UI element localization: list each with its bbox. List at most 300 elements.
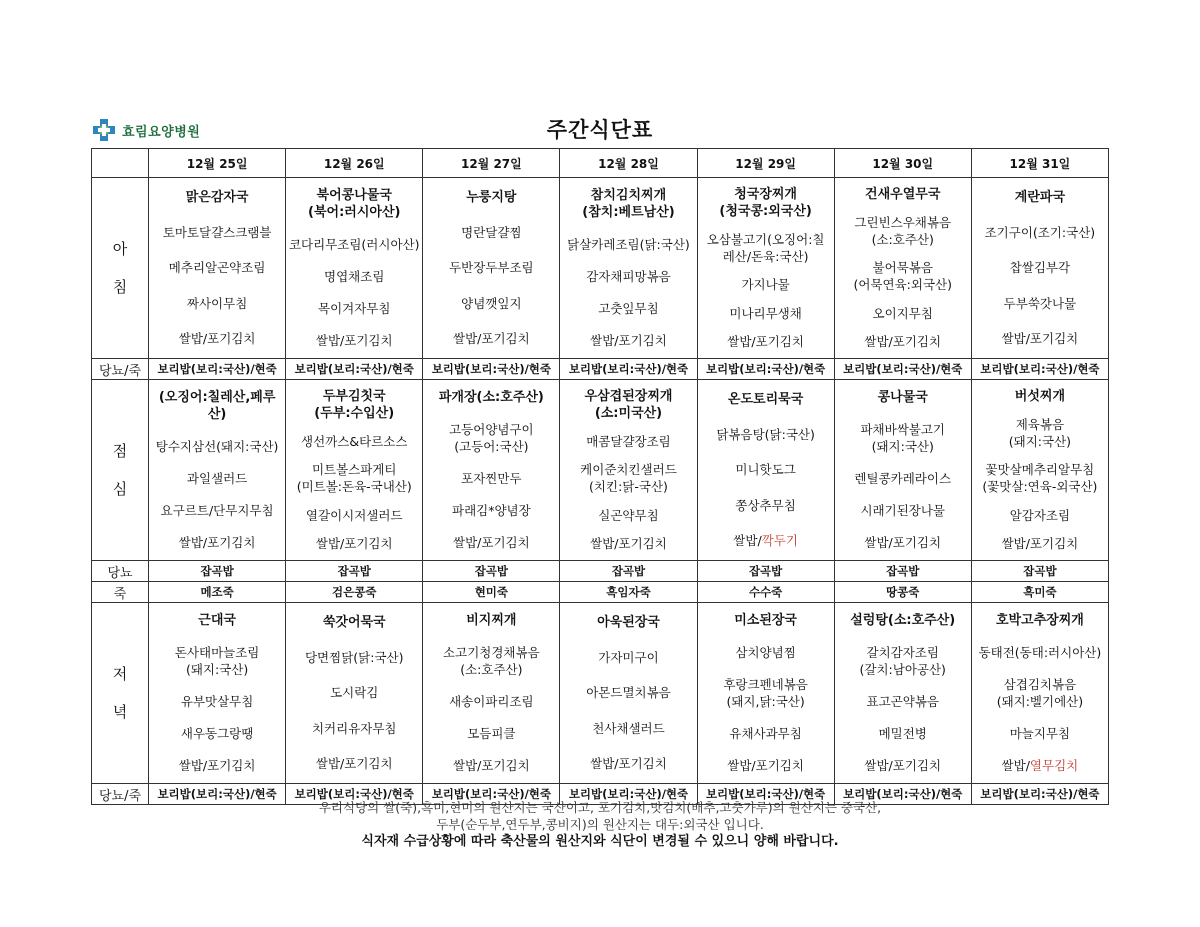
main-dish-line: 누룽지탕 <box>466 190 517 206</box>
side-dish <box>169 259 266 276</box>
main-dish-line: (청국콩:외국산) <box>719 203 812 219</box>
diet-cell: 잡곡밥 <box>560 561 697 582</box>
side-dish-line: (치킨:닭-국산) <box>589 479 668 495</box>
corner-cell <box>92 149 149 178</box>
side-dish <box>735 497 795 514</box>
origin-notes <box>0 799 1200 850</box>
side-dish-line: (꽃맛살:연육-외국산) <box>982 479 1098 495</box>
side-dish <box>733 532 798 549</box>
side-dish <box>187 470 247 487</box>
side-dish <box>592 720 664 737</box>
side-dish-line: 쫑상추무침 <box>735 497 796 513</box>
side-dish-line: 그린빈스우채볶음 <box>854 215 952 231</box>
date-header: 12월 29일 <box>697 149 834 178</box>
side-dish-line: 쌀밥/포기김치 <box>590 332 667 348</box>
side-dish <box>443 644 540 678</box>
main-dish <box>466 189 516 206</box>
main-dish-line: 아욱된장국 <box>597 615 660 631</box>
date-header-row <box>92 149 1109 178</box>
side-dish <box>179 757 256 774</box>
side-dish <box>590 535 667 552</box>
side-dish <box>318 300 390 317</box>
side-dish <box>330 684 378 701</box>
side-dish <box>854 214 951 248</box>
diet-cell: 흑임자죽 <box>560 582 697 603</box>
menu-cell <box>971 603 1108 784</box>
side-dish <box>156 438 279 455</box>
side-dish <box>163 224 272 241</box>
menu-cell <box>971 380 1108 561</box>
side-dish-line: 조기구이(조기:국산) <box>984 225 1096 241</box>
diet-cell: 메조죽 <box>149 582 286 603</box>
main-dish-line: (두부:수입산) <box>314 405 395 421</box>
side-dish <box>1010 725 1070 742</box>
side-dish-line: (돼지,닭:국산) <box>726 693 805 709</box>
menu-cell <box>697 603 834 784</box>
side-dish <box>1009 416 1071 450</box>
side-dish-line: 천사채샐러드 <box>592 720 665 736</box>
side-dish-line: 동태전(동태:러시아산) <box>978 645 1102 661</box>
side-dish-line: 감자채피망볶음 <box>586 268 671 284</box>
main-dish-line: 미소된장국 <box>734 613 797 629</box>
side-dish <box>316 755 393 772</box>
diet-cell: 잡곡밥 <box>697 561 834 582</box>
side-dish-line: 케이준치킨샐러드 <box>580 462 677 478</box>
main-dish <box>728 391 803 408</box>
main-dish <box>314 388 394 422</box>
side-dish <box>161 502 274 519</box>
side-dish-line: 목이겨자무침 <box>318 300 391 316</box>
side-dish <box>729 725 801 742</box>
side-dish-line: 두반장두부조림 <box>449 260 534 276</box>
side-dish <box>854 470 951 487</box>
side-dish <box>853 259 952 293</box>
side-dish-line: 가자미구이 <box>598 650 659 666</box>
side-dish <box>741 276 789 293</box>
side-dish-line: (돼지:국산) <box>1008 434 1072 450</box>
main-dish-line: 청국장찌개 <box>734 186 797 202</box>
side-dish-line: 쌀밥/포기김치 <box>315 536 393 552</box>
diet-cell: 잡곡밥 <box>149 561 286 582</box>
side-dish-line: 쌀밥/포기김치 <box>590 536 667 552</box>
side-dish-line: (돼지:국산) <box>185 662 249 678</box>
main-dish-line: 비지찌개 <box>466 613 517 629</box>
diet-cell: 보리밥(보리:국산)/현죽 <box>697 359 834 380</box>
breakfast-row <box>92 178 1109 359</box>
side-dish <box>461 295 521 312</box>
side-dish <box>453 534 530 551</box>
main-dish <box>850 612 955 629</box>
side-dish-line: (어묵연육:외국산) <box>853 277 952 293</box>
side-dish <box>179 330 256 347</box>
side-dish-line: 쌀밥/포기김치 <box>178 757 256 773</box>
main-dish <box>439 389 544 406</box>
side-dish-line: 짜사이무침 <box>186 295 248 311</box>
side-dish-line: 제육볶음 <box>1015 417 1065 433</box>
change-notice: 식자재 수급상황에 따라 축산물의 원산지와 식단이 변경될 수 있으니 양해 바랍니다. <box>361 834 839 849</box>
side-dish-line: 포자찐만두 <box>461 470 522 486</box>
main-dish <box>323 614 386 631</box>
side-dish <box>864 534 941 551</box>
side-dish <box>997 676 1083 710</box>
side-dish <box>982 461 1097 495</box>
side-dish-line: 갈치감자조림 <box>866 645 939 661</box>
side-dish-line: 쌀밥/포기김치 <box>864 334 942 350</box>
side-dish <box>590 755 667 772</box>
side-dish-line: 도시락김 <box>330 685 379 701</box>
side-dish <box>586 433 671 450</box>
main-dish <box>308 187 400 221</box>
side-dish-line: 쌀밥/포기김치 <box>315 332 393 348</box>
menu-cell <box>560 380 697 561</box>
side-dish-line: 쌀밥/깍두기 <box>733 532 798 548</box>
main-dish-line: 계란파국 <box>1014 190 1066 206</box>
side-dish <box>598 507 658 524</box>
side-dish <box>727 333 804 350</box>
side-dish <box>860 644 946 678</box>
side-dish <box>985 224 1096 241</box>
meal-label-breakfast: 아 침 <box>92 178 149 359</box>
side-dish-line: 닭볶음탕(닭:국산) <box>716 427 815 443</box>
side-dish <box>879 725 927 742</box>
side-dish-line: 매콤달걀장조림 <box>586 434 671 450</box>
menu-cell <box>834 380 971 561</box>
lunch-diabetes-row <box>92 561 1109 582</box>
date-header: 12월 30일 <box>834 149 971 178</box>
side-dish <box>735 461 795 478</box>
diet-cell: 보리밥(보리:국산)/현죽 <box>560 784 697 805</box>
diet-cell: 보리밥(보리:국산)/현죽 <box>286 359 423 380</box>
diet-cell: 보리밥(보리:국산)/현죽 <box>834 359 971 380</box>
side-dish-line: 소고기청경채볶음 <box>443 645 540 661</box>
side-dish-line: 유채사과무침 <box>729 725 802 741</box>
side-dish <box>860 502 945 519</box>
menu-cell <box>971 178 1108 359</box>
side-dish <box>860 421 945 455</box>
main-dish-line: 설렁탕(소:호주산) <box>850 613 956 629</box>
side-dish <box>301 433 407 450</box>
side-dish-line: 오삼불고기(오징어:칠 <box>706 232 825 248</box>
diet-cell: 보리밥(보리:국산)/현죽 <box>560 359 697 380</box>
side-dish-line: 메추리알곤약조림 <box>168 260 266 276</box>
menu-cell <box>286 178 423 359</box>
diet-cell: 땅콩죽 <box>834 582 971 603</box>
main-dish-line: 참치김치찌개 <box>590 188 667 204</box>
main-dish-line: (참치:베트남산) <box>582 205 675 221</box>
side-dish-line: 시래기된장나물 <box>860 502 945 518</box>
diet-cell: 검은콩죽 <box>286 582 423 603</box>
main-dish <box>159 389 276 423</box>
side-dish <box>723 676 808 710</box>
main-dish-line: 두부김칫국 <box>322 388 386 404</box>
side-dish-line: 쌀밥/포기김치 <box>178 330 256 346</box>
main-dish <box>582 187 674 221</box>
side-dish <box>873 305 933 322</box>
side-dish-line: 코다리무조림(러시아산) <box>288 237 420 253</box>
side-dish-line: 마늘지무침 <box>1009 725 1071 741</box>
side-dish-line: 치커리유자무침 <box>311 720 397 736</box>
side-dish-line: 요구르트/단무지무침 <box>160 502 274 518</box>
side-dish <box>289 236 420 253</box>
weekly-menu-table <box>91 148 1109 805</box>
side-dish <box>1004 295 1076 312</box>
date-header: 12월 26일 <box>286 149 423 178</box>
diet-cell: 보리밥(보리:국산)/현죽 <box>971 784 1108 805</box>
side-dish <box>1010 259 1070 276</box>
side-dish <box>181 693 253 710</box>
side-dish-line: 새송이파리조림 <box>449 693 534 709</box>
side-dish-line: 두부쑥갓나물 <box>1003 295 1077 311</box>
diet-cell: 잡곡밥 <box>834 561 971 582</box>
diet-cell: 잡곡밥 <box>286 561 423 582</box>
side-dish <box>187 295 247 312</box>
side-dish <box>449 693 534 710</box>
menu-cell <box>423 178 560 359</box>
side-dish-line: 꽃맛살메추리알무침 <box>985 462 1095 478</box>
menu-cell <box>834 178 971 359</box>
side-dish-line: 쌀밥/포기김치 <box>727 757 804 773</box>
side-dish-line: 닭살카레조림(닭:국산) <box>567 237 690 253</box>
side-dish-line: 쌀밥/포기김치 <box>864 757 942 773</box>
side-dish-line: 명란달걀찜 <box>461 225 522 241</box>
diet-cell: 흑미죽 <box>971 582 1108 603</box>
main-dish-line: 북어콩나물국 <box>316 188 392 204</box>
side-dish <box>729 305 801 322</box>
side-dish-line: 실곤약무침 <box>598 507 659 523</box>
side-dish-line: (소:호주산) <box>460 662 523 678</box>
side-dish <box>316 535 393 552</box>
side-dish <box>181 725 253 742</box>
side-dish <box>598 649 658 666</box>
side-dish-line: 아몬드멸치볶음 <box>586 685 671 701</box>
side-dish-line: 오이지무침 <box>872 305 933 321</box>
side-dish <box>1002 535 1079 552</box>
side-dish <box>727 757 804 774</box>
main-dish-line: 맑은감자국 <box>185 190 249 206</box>
side-dish <box>175 644 260 678</box>
date-header: 12월 25일 <box>149 149 286 178</box>
side-dish-line: (돼지:국산) <box>871 439 934 455</box>
main-dish-line: 콩나물국 <box>877 390 928 406</box>
diet-cell: 보리밥(보리:국산)/현죽 <box>149 784 286 805</box>
side-dish-line: 쌀밥/포기김치 <box>453 330 530 346</box>
menu-cell <box>149 178 286 359</box>
lunch-porridge-row <box>92 582 1109 603</box>
menu-cell <box>149 603 286 784</box>
side-dish-line: 쌀밥/포기김치 <box>453 534 530 550</box>
main-dish <box>734 612 797 629</box>
side-dish <box>707 231 825 265</box>
side-dish-line: 쌀밥/열무김치 <box>1001 757 1079 773</box>
side-dish <box>306 507 403 524</box>
side-dish-line: (고등어:국산) <box>454 439 529 455</box>
main-dish <box>1015 388 1065 405</box>
side-dish-line: 알감자조림 <box>1009 507 1071 523</box>
side-dish <box>735 644 795 661</box>
side-dish-line: (미트볼:돈육-국내산) <box>296 479 412 495</box>
main-dish-line: 호박고추장찌개 <box>995 613 1084 629</box>
side-dish <box>179 534 256 551</box>
side-dish-line: 불어묵볶음 <box>872 260 933 276</box>
diet-label: 당뇨/죽 <box>92 784 149 805</box>
origin-note-line: 우리식당의 쌀(죽),흑미,현미의 원산지는 국산이고, 포기김치,맛김치(배추,고춧가루)의 원산지는 중국산, <box>318 800 882 815</box>
breakfast-diet-row <box>92 359 1109 380</box>
side-dish <box>1010 507 1070 524</box>
side-dish <box>586 268 671 285</box>
side-dish <box>453 330 530 347</box>
side-dish <box>864 333 941 350</box>
main-dish <box>878 389 928 406</box>
side-dish <box>449 259 534 276</box>
side-dish-line: 열갈이시저샐러드 <box>305 507 403 523</box>
side-dish-line: 표고곤약볶음 <box>866 693 939 709</box>
diet-cell: 현미죽 <box>423 582 560 603</box>
side-dish-line: (갈치:남아공산) <box>859 662 946 678</box>
side-dish <box>1002 330 1079 347</box>
main-dish <box>597 614 660 631</box>
main-dish <box>198 612 236 629</box>
side-dish-line: 유부맛살무침 <box>180 693 254 709</box>
side-dish-line: 쌀밥/포기김치 <box>453 757 530 773</box>
diet-cell: 보리밥(보리:국산)/현죽 <box>423 359 560 380</box>
main-dish <box>1015 189 1065 206</box>
menu-cell <box>697 178 834 359</box>
side-dish-line: 찹쌀김부각 <box>1009 260 1071 276</box>
side-dish <box>312 720 397 737</box>
side-dish <box>586 684 671 701</box>
dinner-row <box>92 603 1109 784</box>
main-dish <box>186 189 249 206</box>
main-dish-line: (오징어:칠레산,페루 <box>158 390 276 406</box>
diet-cell: 보리밥(보리:국산)/현죽 <box>971 359 1108 380</box>
side-dish-line: (소:호주산) <box>871 232 934 248</box>
menu-cell <box>560 178 697 359</box>
hospital-name: 효림요양병원 <box>122 124 201 140</box>
menu-cell <box>423 603 560 784</box>
diet-cell: 잡곡밥 <box>423 561 560 582</box>
side-dish <box>324 268 384 285</box>
main-dish <box>865 186 940 203</box>
main-dish <box>719 186 811 220</box>
side-dish-line: 파래김*양념장 <box>452 502 531 518</box>
side-dish <box>297 461 412 495</box>
side-dish-line: 쌀밥/포기김치 <box>178 534 256 550</box>
menu-cell <box>834 603 971 784</box>
diet-cell: 보리밥(보리:국산)/현죽 <box>423 784 560 805</box>
side-dish-line: 레산/돈육:국산) <box>722 249 809 265</box>
side-dish-line: 쌀밥/포기김치 <box>590 755 667 771</box>
diet-cell: 수수죽 <box>697 582 834 603</box>
side-dish-line: 파채바싹불고기 <box>860 422 945 438</box>
main-dish-line: 우삼겹된장찌개 <box>584 388 673 404</box>
main-dish-line: 파개장(소:호주산) <box>438 390 544 406</box>
meal-label-lunch: 점 심 <box>92 380 149 561</box>
main-dish-line: (북어:러시아산) <box>308 205 401 221</box>
side-dish-line: 과일샐러드 <box>186 470 248 486</box>
side-dish-line: 양념깻잎지 <box>461 295 522 311</box>
side-dish-line: 명엽채조림 <box>324 268 385 284</box>
side-dish <box>452 502 531 519</box>
side-dish <box>864 757 941 774</box>
side-dish-line: 메밀전병 <box>878 725 927 741</box>
side-dish-line: 새우동그랑땡 <box>180 725 254 741</box>
menu-cell <box>423 380 560 561</box>
main-dish <box>466 612 516 629</box>
date-header: 12월 27일 <box>423 149 560 178</box>
side-dish-line: 당면찜닭(닭:국산) <box>304 650 404 666</box>
side-dish <box>461 470 521 487</box>
side-dish-line: 쌀밥/포기김치 <box>315 755 393 771</box>
diet-cell: 보리밥(보리:국산)/현죽 <box>834 784 971 805</box>
menu-cell <box>286 603 423 784</box>
side-dish-line: 돈사태마늘조림 <box>174 645 260 661</box>
side-dish-line: 가지나물 <box>741 277 790 293</box>
main-dish-line: 쑥갓어묵국 <box>322 615 386 631</box>
side-dish-line: 고등어양념구이 <box>449 422 534 438</box>
side-dish-line: 미나리무생채 <box>729 305 802 321</box>
side-dish-line: 모듬피클 <box>467 725 516 741</box>
diet-cell: 보리밥(보리:국산)/현죽 <box>697 784 834 805</box>
diet-cell: 잡곡밥 <box>971 561 1108 582</box>
menu-cell <box>560 603 697 784</box>
side-dish <box>867 693 939 710</box>
meal-label-dinner: 저 녁 <box>92 603 149 784</box>
side-dish-line: 고춧잎무침 <box>598 300 659 316</box>
side-dish-line: 후랑크펜네볶음 <box>723 676 808 692</box>
main-dish <box>585 388 673 422</box>
side-dish <box>979 644 1102 661</box>
side-dish-line: 쌀밥/포기김치 <box>864 534 942 550</box>
origin-note-line: 두부(순두부,연두부,콩비지)의 원산지는 대두:외국산 입니다. <box>436 817 764 832</box>
main-dish-line: 근대국 <box>198 613 236 629</box>
side-dish <box>316 332 393 349</box>
page-title: 주간식단표 <box>546 118 654 142</box>
side-dish-line: 쌀밥/포기김치 <box>1001 536 1079 552</box>
side-dish <box>1002 757 1079 774</box>
diet-cell: 보리밥(보리:국산)/현죽 <box>149 359 286 380</box>
lunch-row <box>92 380 1109 561</box>
side-dish <box>598 300 658 317</box>
menu-cell <box>149 380 286 561</box>
main-dish <box>996 612 1084 629</box>
side-dish <box>467 725 515 742</box>
side-dish-line: 미니핫도그 <box>735 462 796 478</box>
menu-cell <box>286 380 423 561</box>
side-dish-line: 쌀밥/포기김치 <box>1001 330 1079 346</box>
side-dish <box>567 236 690 253</box>
menu-cell <box>697 380 834 561</box>
side-dish <box>305 649 404 666</box>
side-dish <box>716 426 815 443</box>
date-header: 12월 28일 <box>560 149 697 178</box>
side-dish <box>590 332 667 349</box>
side-dish-line: 삼겹김치볶음 <box>1003 676 1077 692</box>
main-dish-line: (소:미국산) <box>594 405 663 421</box>
main-dish-line: 버섯찌개 <box>1014 388 1066 404</box>
date-header: 12월 31일 <box>971 149 1108 178</box>
diabetes-label: 당뇨 <box>92 561 149 582</box>
side-dish-line: (돼지:벨기에산) <box>996 693 1084 709</box>
side-dish-line: 삼치양념찜 <box>735 645 796 661</box>
side-dish-line: 생선까스&타르소스 <box>301 434 408 450</box>
side-dish-line: 쌀밥/포기김치 <box>727 334 804 350</box>
side-dish <box>449 421 534 455</box>
main-dish-line: 온도토리묵국 <box>727 392 804 408</box>
side-dish <box>461 224 521 241</box>
side-dish-line: 토마토달걀스크램블 <box>162 225 272 241</box>
porridge-label: 죽 <box>92 582 149 603</box>
side-dish-line: 탕수지삼선(돼지:국산) <box>155 439 279 455</box>
